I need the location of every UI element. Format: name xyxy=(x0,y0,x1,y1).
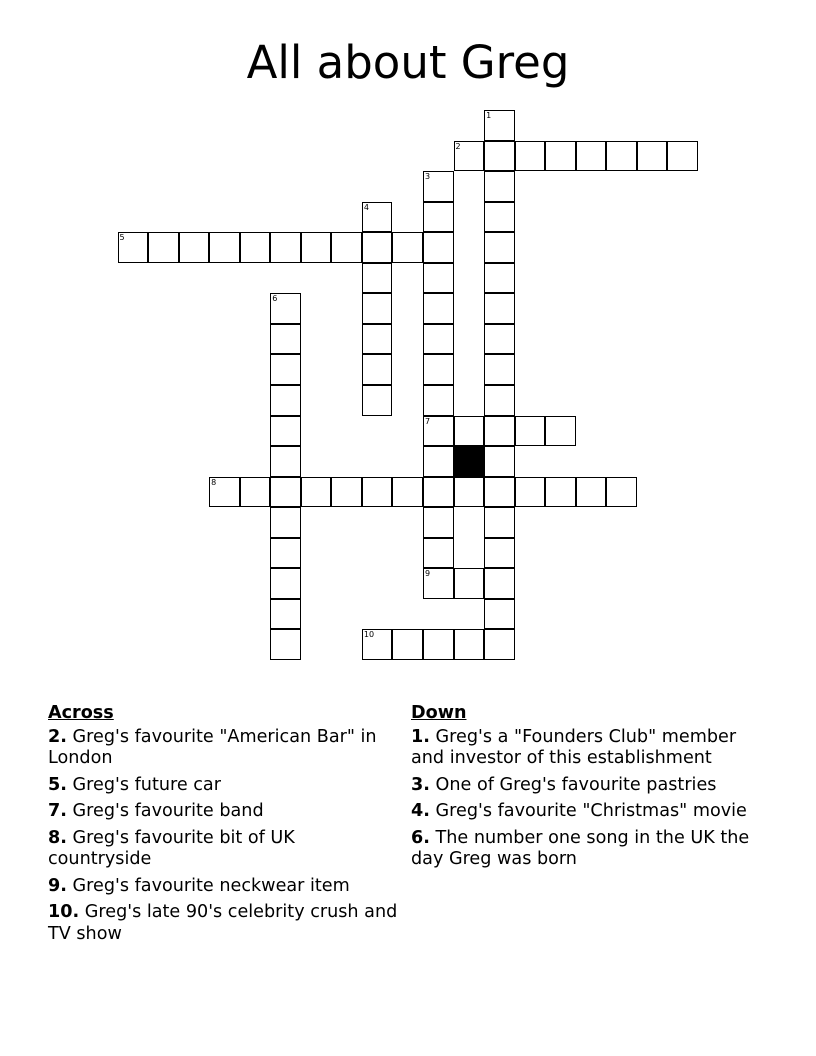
across-clue xyxy=(48,876,398,898)
grid-cell[interactable] xyxy=(484,416,515,447)
grid-cell[interactable] xyxy=(454,477,485,508)
grid-cell[interactable] xyxy=(362,232,393,263)
grid-cell[interactable] xyxy=(270,385,301,416)
grid-cell[interactable] xyxy=(484,446,515,477)
grid-cell[interactable] xyxy=(240,477,271,508)
clue-text: Greg's late 90's celebrity crush and TV show xyxy=(48,902,398,944)
grid-cell[interactable] xyxy=(423,507,454,538)
across-clue xyxy=(48,902,398,945)
grid-cell[interactable] xyxy=(240,232,271,263)
grid-cell[interactable] xyxy=(667,141,698,172)
grid-cell[interactable] xyxy=(209,477,240,508)
grid-cell[interactable] xyxy=(209,232,240,263)
grid-cell[interactable] xyxy=(454,629,485,660)
grid-cell[interactable] xyxy=(423,538,454,569)
grid-cell[interactable] xyxy=(484,507,515,538)
grid-cell[interactable] xyxy=(270,568,301,599)
grid-cell[interactable] xyxy=(423,477,454,508)
down-clue xyxy=(411,775,756,797)
grid-cell[interactable] xyxy=(484,263,515,294)
grid-cell[interactable] xyxy=(270,416,301,447)
grid-cell[interactable] xyxy=(362,629,393,660)
grid-cell[interactable] xyxy=(484,354,515,385)
grid-cell[interactable] xyxy=(484,232,515,263)
grid-cell[interactable] xyxy=(423,232,454,263)
grid-cell[interactable] xyxy=(362,477,393,508)
clue-num: 3. xyxy=(411,774,430,795)
clue-text: Greg's favourite band xyxy=(72,801,264,821)
grid-cell[interactable] xyxy=(392,232,423,263)
grid-cell[interactable] xyxy=(423,293,454,324)
across-heading: Across xyxy=(48,703,114,723)
grid-cell[interactable] xyxy=(515,141,546,172)
clue-text: One of Greg's favourite pastries xyxy=(435,774,717,795)
grid-cell[interactable] xyxy=(270,354,301,385)
clue-text: Greg's a "Founders Club" member and investor of this establishment xyxy=(411,726,737,768)
clue-text: Greg's favourite neckwear item xyxy=(72,875,350,896)
grid-cell[interactable] xyxy=(545,416,576,447)
grid-cell[interactable] xyxy=(423,568,454,599)
grid-cell[interactable] xyxy=(606,141,637,172)
grid-cell[interactable] xyxy=(423,416,454,447)
grid-cell[interactable] xyxy=(454,568,485,599)
grid-cell[interactable] xyxy=(423,202,454,233)
grid-cell[interactable] xyxy=(484,568,515,599)
grid-cell[interactable] xyxy=(270,599,301,630)
clue-number: 1 xyxy=(486,111,492,120)
grid-cell[interactable] xyxy=(362,293,393,324)
clue-number: 9 xyxy=(425,569,431,579)
grid-cell[interactable] xyxy=(301,232,332,263)
clue-number: 8 xyxy=(211,477,217,487)
grid-cell[interactable] xyxy=(362,385,393,416)
across-clue xyxy=(48,828,398,871)
clue-number: 4 xyxy=(363,202,369,212)
clue-number: 7 xyxy=(425,416,431,426)
clue-num: 4. xyxy=(411,801,430,821)
grid-cell[interactable] xyxy=(270,477,301,508)
across-clues xyxy=(48,703,398,950)
down-clues xyxy=(411,703,756,876)
clue-num: 5. xyxy=(48,774,67,795)
grid-cell[interactable] xyxy=(179,232,210,263)
grid-cell[interactable] xyxy=(545,477,576,508)
grid-cell[interactable] xyxy=(301,477,332,508)
down-clue xyxy=(411,828,756,871)
grid-cell[interactable] xyxy=(392,629,423,660)
grid-cell[interactable] xyxy=(606,477,637,508)
across-clue xyxy=(48,775,398,797)
grid-cell[interactable] xyxy=(270,324,301,355)
grid-cell[interactable] xyxy=(484,293,515,324)
grid-cell[interactable] xyxy=(423,263,454,294)
grid-cell[interactable] xyxy=(484,385,515,416)
grid-cell[interactable] xyxy=(484,141,515,172)
clue-text: Greg's favourite "American Bar" in London xyxy=(48,726,377,768)
grid-cell[interactable] xyxy=(484,477,515,508)
clue-text: Greg's favourite bit of UK countryside xyxy=(48,827,295,869)
grid-cell[interactable] xyxy=(637,141,668,172)
grid-cell[interactable] xyxy=(484,324,515,355)
grid-cell[interactable] xyxy=(362,202,393,233)
clue-num: 6. xyxy=(411,827,430,848)
clue-text: Greg's favourite "Christmas" movie xyxy=(435,801,747,821)
clue-num: 7. xyxy=(48,801,67,821)
puzzle-title: All about Greg xyxy=(246,36,570,89)
grid-cell[interactable] xyxy=(484,599,515,630)
grid-cell[interactable] xyxy=(423,385,454,416)
grid-cell[interactable] xyxy=(331,477,362,508)
grid-cell[interactable] xyxy=(423,354,454,385)
grid-cell[interactable] xyxy=(576,477,607,508)
grid-cell[interactable] xyxy=(118,232,149,263)
down-clue xyxy=(411,801,756,823)
clue-number: 3 xyxy=(425,172,431,182)
grid-block xyxy=(454,446,485,477)
clue-num: 1. xyxy=(411,726,430,747)
grid-cell[interactable] xyxy=(270,507,301,538)
grid-cell[interactable] xyxy=(362,324,393,355)
down-clue xyxy=(411,727,756,770)
clue-num: 2. xyxy=(48,726,67,747)
clue-text: The number one song in the UK the day Greg was born xyxy=(411,827,750,869)
grid-cell[interactable] xyxy=(270,293,301,324)
grid-cell[interactable] xyxy=(270,446,301,477)
grid-cell[interactable] xyxy=(270,629,301,660)
clue-num: 9. xyxy=(48,875,67,896)
grid-cell[interactable] xyxy=(423,324,454,355)
grid-cell[interactable] xyxy=(484,629,515,660)
grid-cell[interactable] xyxy=(484,202,515,233)
grid-cell[interactable] xyxy=(270,538,301,569)
grid-cell[interactable] xyxy=(515,477,546,508)
clue-number: 2 xyxy=(455,141,461,151)
across-clue xyxy=(48,727,398,770)
down-heading: Down xyxy=(411,703,467,723)
clue-number: 10 xyxy=(363,630,375,640)
grid-cell[interactable] xyxy=(484,110,515,141)
grid-cell[interactable] xyxy=(423,629,454,660)
grid-cell[interactable] xyxy=(576,141,607,172)
clue-number: 6 xyxy=(272,294,278,304)
grid-cell[interactable] xyxy=(423,171,454,202)
grid-cell[interactable] xyxy=(454,416,485,447)
grid-cell[interactable] xyxy=(270,232,301,263)
grid-cell[interactable] xyxy=(454,141,485,172)
across-clue xyxy=(48,801,398,823)
clue-text: Greg's future car xyxy=(72,774,221,795)
grid-cell[interactable] xyxy=(148,232,179,263)
grid-cell[interactable] xyxy=(484,538,515,569)
grid-cell[interactable] xyxy=(423,446,454,477)
grid-cell[interactable] xyxy=(331,232,362,263)
grid-cell[interactable] xyxy=(362,263,393,294)
clue-num: 10. xyxy=(48,902,80,922)
clue-num: 8. xyxy=(48,827,67,848)
grid-cell[interactable] xyxy=(484,171,515,202)
grid-cell[interactable] xyxy=(362,354,393,385)
clue-number: 5 xyxy=(119,233,125,243)
grid-cell[interactable] xyxy=(515,416,546,447)
grid-cell[interactable] xyxy=(545,141,576,172)
grid-cell[interactable] xyxy=(392,477,423,508)
